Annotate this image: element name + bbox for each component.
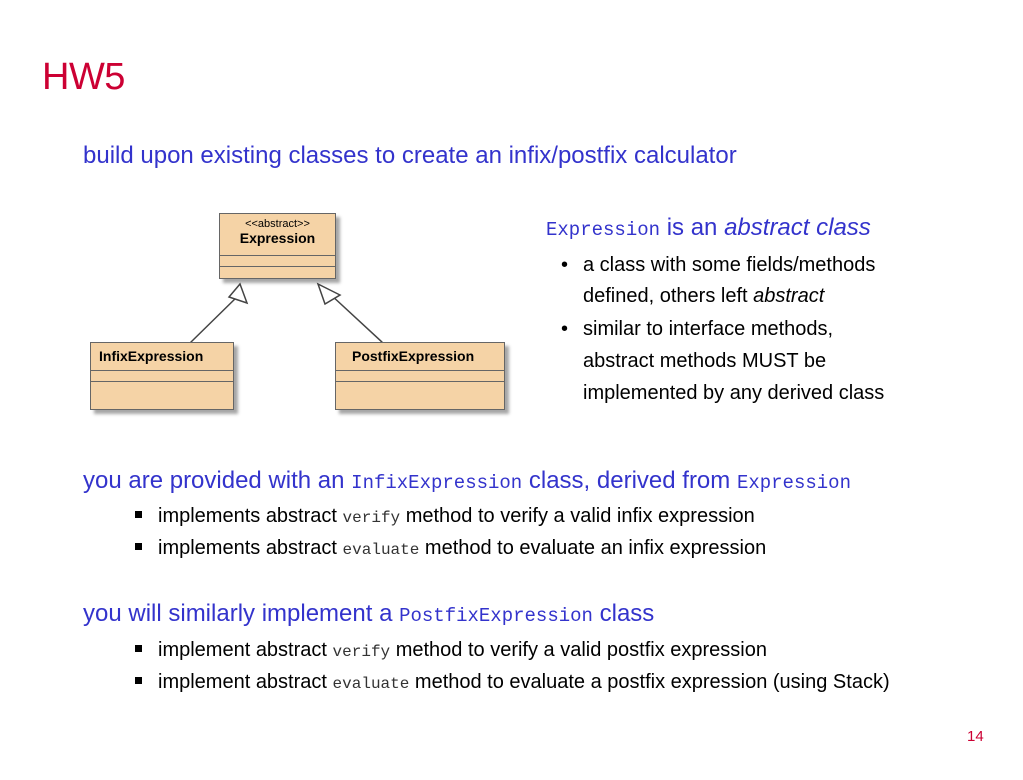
item-text: method to verify a valid postfix expression [395, 639, 767, 661]
uml-class-infix [90, 342, 234, 410]
side-bullet-2-text: similar to interface methods, [583, 318, 834, 340]
side-note-is-an: is an [666, 214, 718, 241]
uml-class-expression [219, 213, 336, 279]
item-code: verify [342, 509, 401, 527]
item-code: evaluate [342, 541, 420, 559]
square-bullet-icon [135, 511, 142, 518]
item-text: method to verify a valid infix expression [405, 505, 755, 527]
uml-class-postfix [335, 342, 505, 410]
intro-text: build upon existing classes to create an infix/postfix calculator [83, 142, 737, 169]
section-infix-code-a: InfixExpression [351, 472, 523, 494]
section-postfix-item-1 [135, 639, 767, 662]
page-number: 14 [967, 728, 984, 745]
side-bullet-1-text-2b: abstract [753, 285, 825, 307]
item-text: method to evaluate a postfix expression (using Stack) [414, 671, 890, 693]
item-text: implements abstract [158, 537, 337, 559]
postfix-inherit-line [330, 294, 383, 343]
section-postfix-heading [83, 600, 654, 628]
square-bullet-icon [135, 543, 142, 550]
uml-class-name: InfixExpression [99, 348, 204, 364]
slide-title: HW5 [42, 56, 125, 98]
square-bullet-icon [135, 677, 142, 684]
item-text: method to evaluate an infix expression [424, 537, 767, 559]
uml-stereotype: <<abstract>> [245, 218, 310, 230]
item-text: implements abstract [158, 505, 337, 527]
section-postfix-text-b: class [599, 600, 655, 627]
section-infix-heading [83, 467, 851, 495]
uml-class-name: Expression [239, 230, 316, 246]
item-text: implement abstract [158, 639, 327, 661]
section-postfix-text-a: you will similarly implement a [83, 600, 393, 627]
side-bullet-2-line-1: • similar to interface methods, [561, 318, 834, 340]
infix-inherit-line [190, 294, 240, 343]
side-bullet-2-line-3: implemented by any derived class [583, 382, 885, 404]
side-bullet-2-line-2: abstract methods MUST be [583, 350, 827, 372]
section-infix-text-b: class, derived from [528, 467, 731, 494]
side-bullet-1-text: a class with some fields/methods [583, 254, 876, 276]
section-postfix-code-a: PostfixExpression [399, 605, 593, 627]
section-infix-text-a: you are provided with an [83, 467, 345, 494]
infix-inherit-arrowhead [229, 284, 247, 303]
side-note-abstract: abstract class [724, 214, 871, 241]
section-infix-code-b: Expression [736, 472, 851, 494]
square-bullet-icon [135, 645, 142, 652]
item-text: implement abstract [158, 671, 327, 693]
side-bullet-1-text-2a: defined, others left [583, 285, 748, 307]
side-note-code: Expression [546, 219, 661, 241]
side-bullet-1-line-2 [583, 285, 824, 308]
side-bullet-1-line-1: • a class with some fields/methods [561, 254, 876, 276]
section-infix-item-1 [135, 505, 755, 528]
uml-class-name: PostfixExpression [352, 348, 475, 364]
section-infix-item-2 [135, 537, 766, 560]
item-code: verify [332, 643, 391, 661]
side-note-heading [546, 214, 871, 242]
item-code: evaluate [332, 675, 410, 693]
section-postfix-item-2 [135, 671, 890, 694]
